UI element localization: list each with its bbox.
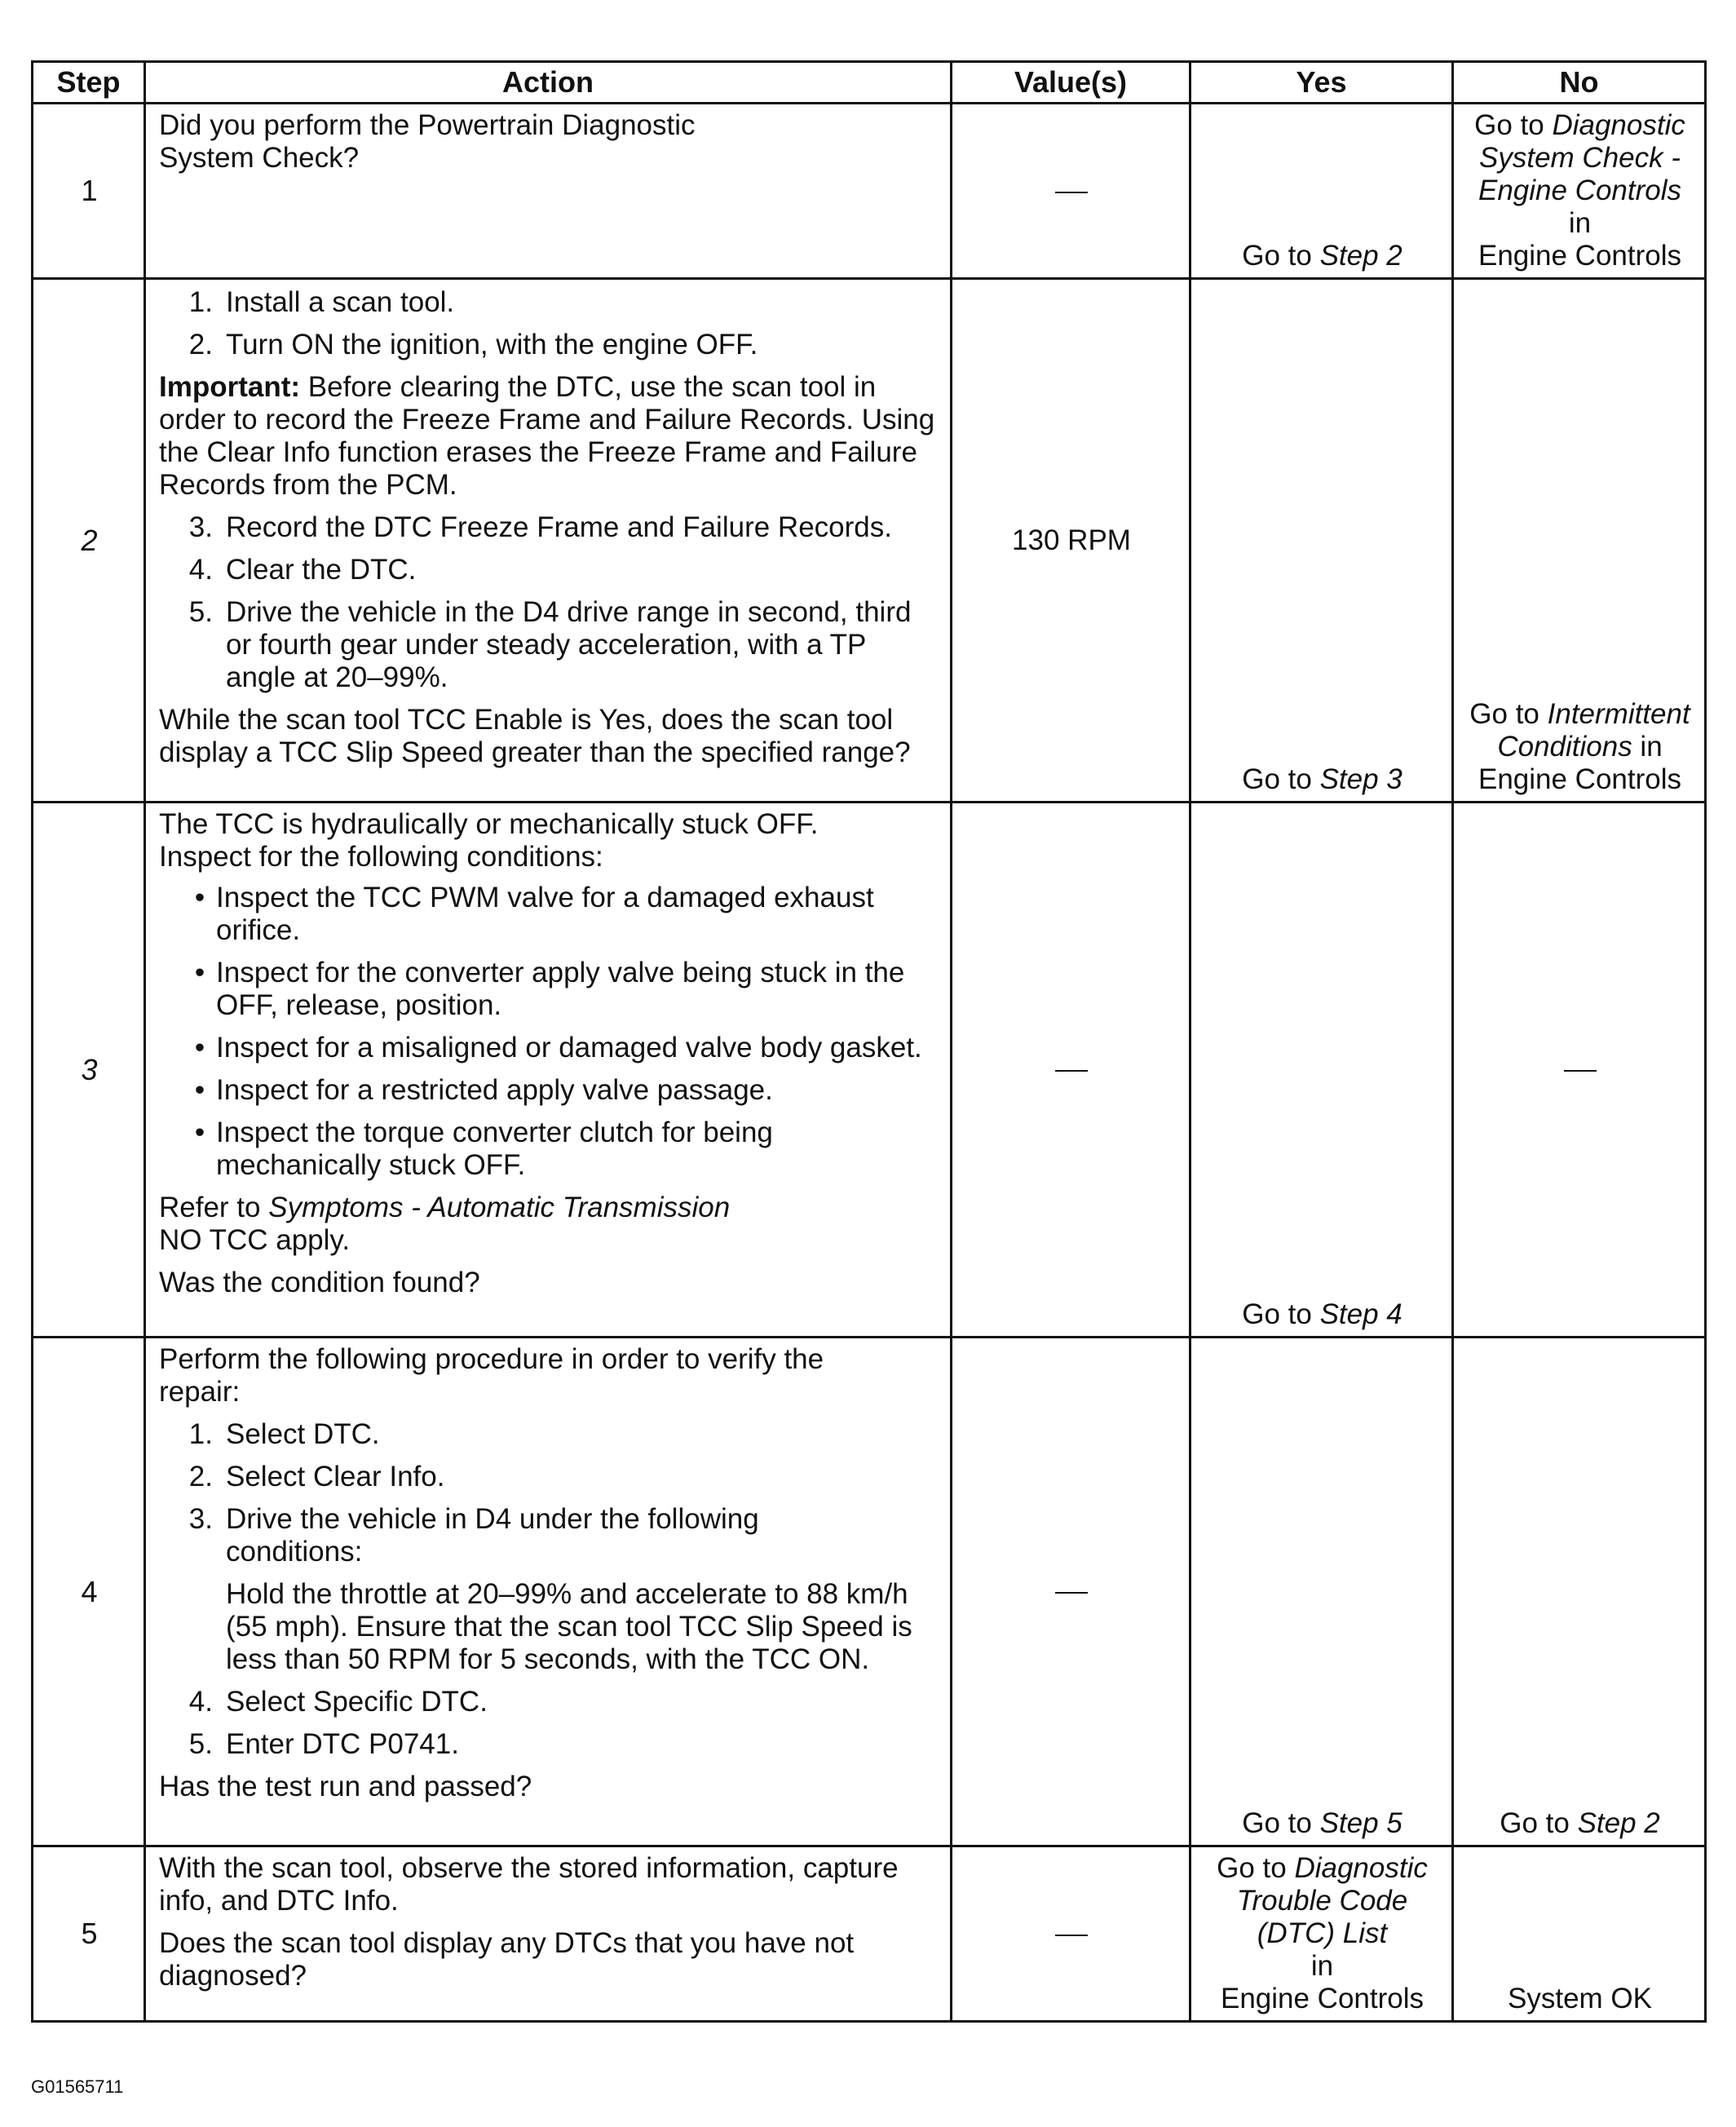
- value-cell: [952, 1846, 1190, 2022]
- list-text: Inspect for the converter apply valve being stuck in the OFF, release, position.: [216, 957, 905, 1021]
- list-item: [159, 1117, 939, 1182]
- yes-suffix: Engine Controls: [1220, 1983, 1425, 2014]
- bullet-icon: •: [194, 1074, 205, 1106]
- list-number: 4.: [188, 554, 213, 586]
- no-suffix: Engine Controls: [1478, 240, 1682, 272]
- yes-cell: [1190, 104, 1453, 279]
- action-question: Was the condition found?: [159, 1267, 480, 1298]
- list-item: [159, 1032, 939, 1064]
- important-note: [159, 371, 939, 502]
- header-step: Step: [33, 62, 145, 104]
- list-item: [159, 1686, 939, 1718]
- action-cell: [145, 104, 952, 279]
- list-text: Turn ON the ignition, with the engine OFF.: [226, 329, 758, 360]
- header-yes: Yes: [1190, 62, 1453, 104]
- list-number: 1.: [188, 1418, 213, 1450]
- no-suffix: in Engine Controls: [1478, 731, 1682, 795]
- table-row-step-5: [33, 1846, 1706, 2022]
- no-cell: [1453, 1338, 1706, 1846]
- list-text: Drive the vehicle in the D4 drive range in second, third or fourth gear under steady acceleration, with a TP angle at 20–99%.: [226, 596, 912, 693]
- no-cell: [1453, 279, 1706, 803]
- table-row-step-1: [33, 104, 1706, 279]
- list-item: [159, 329, 939, 361]
- list-text: Inspect the torque converter clutch for being mechanically stuck OFF.: [216, 1117, 773, 1181]
- step-number: 4: [33, 1338, 145, 1846]
- refer-suffix: NO TCC apply.: [159, 1224, 351, 1256]
- dash-value: [1055, 1592, 1088, 1594]
- list-number: 2.: [188, 1461, 213, 1492]
- header-row: [33, 62, 1706, 104]
- yes-prefix: Go to: [1242, 240, 1320, 272]
- yes-cell: [1190, 803, 1453, 1338]
- no-cell: System OK: [1453, 1846, 1706, 2022]
- action-cell: [145, 279, 952, 803]
- diagnostic-table: [31, 60, 1707, 2023]
- yes-mid: in: [1310, 1950, 1334, 1982]
- yes-prefix: Go to: [1242, 1298, 1320, 1330]
- list-text: Select DTC.: [226, 1418, 380, 1450]
- action-cell: [145, 803, 952, 1338]
- list-number: 3.: [188, 511, 213, 543]
- list-item: [159, 286, 939, 319]
- value-cell: [952, 104, 1190, 279]
- bullet-icon: •: [194, 1032, 205, 1064]
- yes-prefix: Go to: [1242, 763, 1320, 795]
- procedure-list: [159, 1418, 939, 1568]
- header-action: Action: [145, 62, 952, 104]
- list-item: [159, 957, 939, 1022]
- action-cell: [145, 1338, 952, 1846]
- refer-link[interactable]: Symptoms - Automatic Transmission: [268, 1192, 731, 1223]
- list-number: 5.: [188, 596, 213, 628]
- no-prefix: Go to: [1500, 1807, 1578, 1839]
- action-question: While the scan tool TCC Enable is Yes, does the scan tool display a TCC Slip Speed greater than the specified range?: [159, 704, 911, 768]
- action-question: Did you perform the Powertrain Diagnostic System Check?: [159, 109, 696, 174]
- yes-ref-link[interactable]: Diagnostic Trouble Code (DTC) List: [1236, 1852, 1428, 1949]
- table-row-step-4: [33, 1338, 1706, 1846]
- no-cell: [1453, 104, 1706, 279]
- list-item: [159, 1418, 939, 1451]
- list-text: Enter DTC P0741.: [226, 1728, 459, 1760]
- list-number: 2.: [188, 329, 213, 360]
- no-mid: in: [1568, 207, 1592, 239]
- list-item: [159, 511, 939, 544]
- action-intro: The TCC is hydraulically or mechanically stuck OFF. Inspect for the following conditions:: [159, 808, 819, 873]
- dash-value: [1055, 1070, 1088, 1072]
- sub-instruction: Hold the throttle at 20–99% and accelerate to 88 km/h (55 mph). Ensure that the scan tool TCC Slip Speed is less than 50 RPM for 5 seconds, with the TCC ON.: [226, 1578, 912, 1675]
- value-cell: [952, 1338, 1190, 1846]
- list-text: Record the DTC Freeze Frame and Failure Records.: [226, 511, 892, 543]
- dash-value: [1055, 1935, 1088, 1936]
- refer-prefix: Refer to: [159, 1192, 269, 1223]
- yes-prefix: Go to: [1242, 1807, 1320, 1839]
- bullet-icon: •: [194, 957, 205, 988]
- list-text: Select Clear Info.: [226, 1461, 445, 1492]
- procedure-list: [159, 286, 939, 361]
- list-item: [159, 596, 939, 694]
- action-intro: With the scan tool, observe the stored information, capture info, and DTC Info.: [159, 1852, 899, 1917]
- list-number: 5.: [188, 1728, 213, 1760]
- header-values: Value(s): [952, 62, 1190, 104]
- action-cell: [145, 1846, 952, 2022]
- dash-value: [1055, 192, 1088, 193]
- figure-id: G01565711: [31, 2076, 124, 2097]
- list-item: [159, 1461, 939, 1493]
- yes-cell: [1190, 1846, 1453, 2022]
- action-question: Does the scan tool display any DTCs that you have not diagnosed?: [159, 1927, 855, 1992]
- dash-value: [1564, 1070, 1597, 1072]
- list-number: 4.: [188, 1686, 213, 1718]
- important-text: Before clearing the DTC, use the scan tool in order to record the Freeze Frame and Failure Records. Using the Clear Info function erases the Freeze Frame and Failure Records from the PCM.: [159, 371, 935, 501]
- bullet-icon: •: [194, 882, 205, 913]
- table-row-step-3: [33, 803, 1706, 1338]
- action-intro: Perform the following procedure in order to verify the repair:: [159, 1343, 824, 1408]
- list-item: [159, 882, 939, 947]
- bullet-icon: •: [194, 1117, 205, 1148]
- list-number: 3.: [188, 1503, 213, 1535]
- yes-step-link[interactable]: Step 2: [1319, 240, 1402, 272]
- refer-note: [159, 1192, 939, 1257]
- procedure-list: [159, 511, 939, 694]
- no-ref-link[interactable]: Intermittent Conditions: [1497, 698, 1690, 763]
- list-text: Inspect for a misaligned or damaged valve body gasket.: [216, 1032, 922, 1064]
- condition-list: [159, 882, 939, 1182]
- no-prefix: Go to: [1469, 698, 1548, 730]
- table-row-step-2: [33, 279, 1706, 803]
- list-item: [159, 554, 939, 586]
- value-cell: [952, 803, 1190, 1338]
- header-no: No: [1453, 62, 1706, 104]
- yes-step-link[interactable]: Step 4: [1319, 1298, 1402, 1330]
- no-prefix: Go to: [1474, 109, 1553, 141]
- list-text: Inspect for a restricted apply valve passage.: [216, 1074, 773, 1106]
- yes-cell: [1190, 279, 1453, 803]
- action-question: Has the test run and passed?: [159, 1771, 532, 1802]
- list-text: Select Specific DTC.: [226, 1686, 488, 1718]
- important-label: Important:: [159, 371, 301, 403]
- step-number: 1: [33, 104, 145, 279]
- no-ref-link[interactable]: Diagnostic System Check - Engine Controls: [1478, 109, 1685, 206]
- list-item: [159, 1503, 939, 1568]
- no-cell: [1453, 803, 1706, 1338]
- list-item: [159, 1728, 939, 1761]
- step-number: 5: [33, 1846, 145, 2022]
- yes-step-link[interactable]: Step 3: [1319, 763, 1402, 795]
- list-text: Clear the DTC.: [226, 554, 417, 586]
- list-text: Drive the vehicle in D4 under the following conditions:: [226, 1503, 759, 1568]
- yes-cell: [1190, 1338, 1453, 1846]
- yes-prefix: Go to: [1217, 1852, 1295, 1884]
- list-number: 1.: [188, 286, 213, 318]
- step-number: 2: [33, 279, 145, 803]
- yes-step-link[interactable]: Step 5: [1319, 1807, 1402, 1839]
- list-item: [159, 1074, 939, 1107]
- list-text: Inspect the TCC PWM valve for a damaged exhaust orifice.: [216, 882, 874, 946]
- list-text: Install a scan tool.: [226, 286, 455, 318]
- value-cell: 130 RPM: [952, 279, 1190, 803]
- no-step-link[interactable]: Step 2: [1577, 1807, 1660, 1839]
- step-number: 3: [33, 803, 145, 1338]
- procedure-list: [159, 1686, 939, 1761]
